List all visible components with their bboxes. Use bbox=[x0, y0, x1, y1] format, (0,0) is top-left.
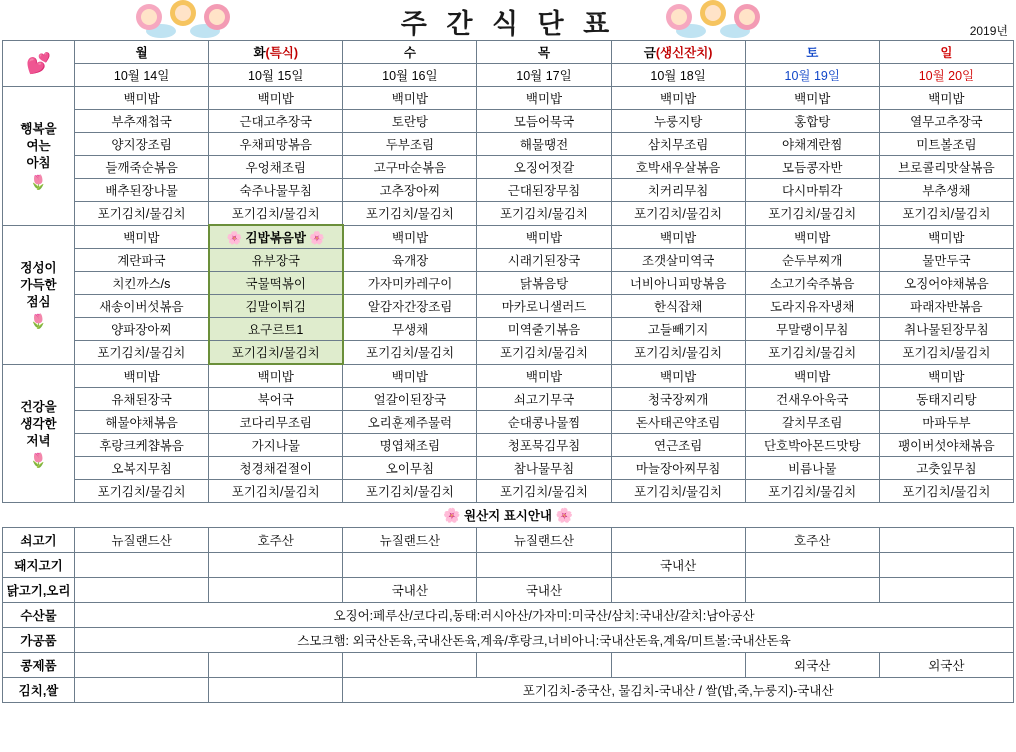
column-date-header: 10월 19일 bbox=[745, 64, 879, 87]
origin-cell bbox=[75, 553, 209, 578]
menu-cell: 모듬어묵국 bbox=[477, 110, 611, 133]
menu-cell: 들깨죽순볶음 bbox=[75, 156, 209, 179]
origin-cell: 외국산 bbox=[745, 653, 879, 678]
meal-label: 행복을 여는 아침 🌷 bbox=[3, 87, 75, 226]
menu-cell: 고들빼기지 bbox=[611, 318, 745, 341]
menu-cell: 취나물된장무침 bbox=[879, 318, 1013, 341]
menu-cell: 가자미카레구이 bbox=[343, 272, 477, 295]
meal-label: 정성이 가득한 점심 🌷 bbox=[3, 225, 75, 364]
menu-cell: 김말이튀김 bbox=[209, 295, 343, 318]
origin-row-label: 쇠고기 bbox=[3, 528, 75, 553]
page-title: 주 간 식 단 표 bbox=[400, 9, 616, 39]
origin-cell bbox=[209, 578, 343, 603]
origin-cell bbox=[477, 553, 611, 578]
menu-cell: 고구마순볶음 bbox=[343, 156, 477, 179]
menu-cell: 청포묵김무침 bbox=[477, 434, 611, 457]
menu-cell: 양파장아찌 bbox=[75, 318, 209, 341]
menu-cell: 단호박아몬드맛탕 bbox=[745, 434, 879, 457]
origin-cell bbox=[745, 553, 879, 578]
menu-cell: 오복지무침 bbox=[75, 457, 209, 480]
menu-cell: 백미밥 bbox=[611, 225, 745, 249]
menu-cell: 무말랭이무침 bbox=[745, 318, 879, 341]
menu-cell: 브로콜리맛살볶음 bbox=[879, 156, 1013, 179]
origin-cell: 국내산 bbox=[477, 578, 611, 603]
menu-cell: 근대된장무침 bbox=[477, 179, 611, 202]
menu-cell: 마늘장아찌무침 bbox=[611, 457, 745, 480]
menu-cell: 포기김치/물김치 bbox=[611, 202, 745, 226]
menu-cell: 얼갈이된장국 bbox=[343, 388, 477, 411]
menu-cell: 조갯살미역국 bbox=[611, 249, 745, 272]
menu-cell: 닭볶음탕 bbox=[477, 272, 611, 295]
column-day-header: 월 bbox=[75, 41, 209, 64]
origin-table bbox=[2, 503, 1014, 703]
menu-cell: 고춧잎무침 bbox=[879, 457, 1013, 480]
column-day-header: 화(특식) bbox=[209, 41, 343, 64]
menu-cell: 부추재첩국 bbox=[75, 110, 209, 133]
menu-cell: 양지장조림 bbox=[75, 133, 209, 156]
menu-cell: 백미밥 bbox=[75, 364, 209, 388]
menu-cell: 연근조림 bbox=[611, 434, 745, 457]
menu-cell: 비름나물 bbox=[745, 457, 879, 480]
menu-cell: 동태지리탕 bbox=[879, 388, 1013, 411]
menu-cell: 갈치무조림 bbox=[745, 411, 879, 434]
menu-cell: 무생채 bbox=[343, 318, 477, 341]
column-day-header: 금(생신잔치) bbox=[611, 41, 745, 64]
origin-cell bbox=[209, 653, 343, 678]
menu-cell: 토란탕 bbox=[343, 110, 477, 133]
menu-cell: 한식잡채 bbox=[611, 295, 745, 318]
menu-cell: 해물야채볶음 bbox=[75, 411, 209, 434]
origin-cell bbox=[477, 653, 611, 678]
menu-cell: 참나물무침 bbox=[477, 457, 611, 480]
menu-cell: 백미밥 bbox=[879, 364, 1013, 388]
menu-cell: 백미밥 bbox=[611, 87, 745, 110]
origin-cell bbox=[75, 578, 209, 603]
menu-cell: 포기김치/물김치 bbox=[209, 341, 343, 365]
menu-cell: 포기김치/물김치 bbox=[75, 202, 209, 226]
origin-row-label: 콩제품 bbox=[3, 653, 75, 678]
menu-cell: 마카로니샐러드 bbox=[477, 295, 611, 318]
origin-row-label: 김치,쌀 bbox=[3, 678, 75, 703]
menu-cell: 두부조림 bbox=[343, 133, 477, 156]
menu-cell: 해물땡전 bbox=[477, 133, 611, 156]
menu-cell: 마파두부 bbox=[879, 411, 1013, 434]
menu-cell: 건새우아욱국 bbox=[745, 388, 879, 411]
menu-cell: 포기김치/물김치 bbox=[343, 341, 477, 365]
origin-cell: 호주산 bbox=[745, 528, 879, 553]
menu-cell: 오징어야채볶음 bbox=[879, 272, 1013, 295]
menu-cell: 파래자반볶음 bbox=[879, 295, 1013, 318]
menu-cell: 배추된장나물 bbox=[75, 179, 209, 202]
origin-row-label: 가공품 bbox=[3, 628, 75, 653]
origin-cell bbox=[611, 528, 745, 553]
origin-cell bbox=[611, 578, 745, 603]
menu-cell: 다시마튀각 bbox=[745, 179, 879, 202]
meal-label: 건강을 생각한 저녁 🌷 bbox=[3, 364, 75, 503]
menu-cell: 시래기된장국 bbox=[477, 249, 611, 272]
origin-cell: 국내산 bbox=[611, 553, 745, 578]
origin-cell: 뉴질랜드산 bbox=[75, 528, 209, 553]
menu-cell: 백미밥 bbox=[879, 87, 1013, 110]
column-day-header: 토 bbox=[745, 41, 879, 64]
menu-cell: 백미밥 bbox=[611, 364, 745, 388]
menu-cell: 🌸 김밥볶음밥 🌸 bbox=[209, 225, 343, 249]
menu-cell: 우엉채조림 bbox=[209, 156, 343, 179]
menu-cell: 포기김치/물김치 bbox=[477, 480, 611, 503]
menu-cell: 모듬콩자반 bbox=[745, 156, 879, 179]
menu-cell: 포기김치/물김치 bbox=[75, 480, 209, 503]
menu-cell: 북어국 bbox=[209, 388, 343, 411]
origin-cell bbox=[343, 553, 477, 578]
menu-cell: 백미밥 bbox=[75, 87, 209, 110]
origin-row-label: 닭고기,오리 bbox=[3, 578, 75, 603]
column-day-header: 일 bbox=[879, 41, 1013, 64]
menu-cell: 포기김치/물김치 bbox=[477, 341, 611, 365]
menu-cell: 포기김치/물김치 bbox=[745, 480, 879, 503]
menu-cell: 백미밥 bbox=[75, 225, 209, 249]
menu-cell: 우채피망볶음 bbox=[209, 133, 343, 156]
menu-cell: 후랑크케챱볶음 bbox=[75, 434, 209, 457]
origin-cell bbox=[343, 653, 477, 678]
menu-cell: 포기김치/물김치 bbox=[879, 480, 1013, 503]
menu-cell: 오이무침 bbox=[343, 457, 477, 480]
menu-cell: 치커리무침 bbox=[611, 179, 745, 202]
origin-cell: 오징어:페루산/코다리,동태:러시아산/가자미:미국산/삼치:국내산/갈치:남아공산 bbox=[75, 603, 1014, 628]
origin-cell bbox=[611, 653, 745, 678]
menu-cell: 백미밥 bbox=[745, 364, 879, 388]
menu-cell: 백미밥 bbox=[477, 364, 611, 388]
menu-cell: 치킨까스/s bbox=[75, 272, 209, 295]
menu-cell: 너비아니피망볶음 bbox=[611, 272, 745, 295]
menu-cell: 오리훈제주물럭 bbox=[343, 411, 477, 434]
origin-cell: 뉴질랜드산 bbox=[477, 528, 611, 553]
column-day-header: 목 bbox=[477, 41, 611, 64]
menu-cell: 백미밥 bbox=[343, 364, 477, 388]
menu-cell: 국물떡볶이 bbox=[209, 272, 343, 295]
origin-cell: 외국산 bbox=[879, 653, 1013, 678]
menu-cell: 호박새우살볶음 bbox=[611, 156, 745, 179]
menu-cell: 누룽지탕 bbox=[611, 110, 745, 133]
menu-cell: 백미밥 bbox=[209, 87, 343, 110]
menu-cell: 포기김치/물김치 bbox=[611, 341, 745, 365]
menu-cell: 백미밥 bbox=[209, 364, 343, 388]
menu-cell: 돈사태곤약조림 bbox=[611, 411, 745, 434]
origin-row-label: 돼지고기 bbox=[3, 553, 75, 578]
origin-cell bbox=[879, 553, 1013, 578]
origin-cell bbox=[209, 678, 343, 703]
menu-cell: 포기김치/물김치 bbox=[745, 341, 879, 365]
menu-cell: 백미밥 bbox=[745, 87, 879, 110]
menu-cell: 포기김치/물김치 bbox=[75, 341, 209, 365]
origin-cell: 포기김치-중국산, 물김치-국내산 / 쌀(밥,죽,누룽지)-국내산 bbox=[343, 678, 1014, 703]
menu-cell: 순대콩나물찜 bbox=[477, 411, 611, 434]
menu-cell: 포기김치/물김치 bbox=[477, 202, 611, 226]
origin-cell: 국내산 bbox=[343, 578, 477, 603]
menu-cell: 백미밥 bbox=[879, 225, 1013, 249]
menu-cell: 근대고추장국 bbox=[209, 110, 343, 133]
menu-cell: 육개장 bbox=[343, 249, 477, 272]
menu-cell: 삼치무조림 bbox=[611, 133, 745, 156]
menu-cell: 유부장국 bbox=[209, 249, 343, 272]
menu-cell: 야채계란찜 bbox=[745, 133, 879, 156]
origin-cell bbox=[75, 678, 209, 703]
menu-cell: 포기김치/물김치 bbox=[209, 480, 343, 503]
column-date-header: 10월 18일 bbox=[611, 64, 745, 87]
column-date-header: 10월 14일 bbox=[75, 64, 209, 87]
menu-cell: 백미밥 bbox=[477, 225, 611, 249]
origin-row-label: 수산물 bbox=[3, 603, 75, 628]
origin-cell bbox=[75, 653, 209, 678]
menu-cell: 알감자간장조림 bbox=[343, 295, 477, 318]
menu-cell: 포기김치/물김치 bbox=[343, 202, 477, 226]
year-label: 2019년 bbox=[969, 24, 1008, 38]
origin-cell bbox=[879, 528, 1013, 553]
menu-cell: 포기김치/물김치 bbox=[745, 202, 879, 226]
menu-cell: 소고기숙주볶음 bbox=[745, 272, 879, 295]
menu-cell: 순두부찌개 bbox=[745, 249, 879, 272]
menu-table bbox=[2, 40, 1014, 503]
menu-cell: 미역줄기볶음 bbox=[477, 318, 611, 341]
menu-cell: 코다리무조림 bbox=[209, 411, 343, 434]
menu-cell: 백미밥 bbox=[343, 225, 477, 249]
page-header bbox=[0, 0, 1016, 40]
column-date-header: 10월 15일 bbox=[209, 64, 343, 87]
menu-cell: 부추생채 bbox=[879, 179, 1013, 202]
menu-cell: 오징어젓갈 bbox=[477, 156, 611, 179]
menu-cell: 숙주나물무침 bbox=[209, 179, 343, 202]
menu-cell: 백미밥 bbox=[745, 225, 879, 249]
menu-cell: 계란파국 bbox=[75, 249, 209, 272]
menu-cell: 홍합탕 bbox=[745, 110, 879, 133]
column-date-header: 10월 17일 bbox=[477, 64, 611, 87]
origin-title: 🌸 원산지 표시안내 🌸 bbox=[3, 503, 1014, 528]
origin-cell: 호주산 bbox=[209, 528, 343, 553]
menu-cell: 도라지유자냉채 bbox=[745, 295, 879, 318]
flower-left-icon: 🌸 bbox=[443, 507, 461, 523]
menu-cell: 고추장아찌 bbox=[343, 179, 477, 202]
menu-cell: 물만두국 bbox=[879, 249, 1013, 272]
menu-cell: 열무고추장국 bbox=[879, 110, 1013, 133]
menu-cell: 명엽채조림 bbox=[343, 434, 477, 457]
menu-cell: 유채된장국 bbox=[75, 388, 209, 411]
origin-cell bbox=[879, 578, 1013, 603]
origin-cell: 스모크햄: 외국산돈육,국내산돈육,계육/후랑크,너비아니:국내산돈육,계육/미트볼:국내산돈육 bbox=[75, 628, 1014, 653]
menu-cell: 새송이버섯볶음 bbox=[75, 295, 209, 318]
menu-cell: 청경채겉절이 bbox=[209, 457, 343, 480]
menu-cell: 포기김치/물김치 bbox=[879, 202, 1013, 226]
menu-cell: 팽이버섯야채볶음 bbox=[879, 434, 1013, 457]
menu-cell: 포기김치/물김치 bbox=[209, 202, 343, 226]
origin-cell bbox=[745, 578, 879, 603]
menu-cell: 청국장찌개 bbox=[611, 388, 745, 411]
menu-cell: 포기김치/물김치 bbox=[879, 341, 1013, 365]
menu-cell: 가지나물 bbox=[209, 434, 343, 457]
column-date-header: 10월 20일 bbox=[879, 64, 1013, 87]
origin-cell bbox=[209, 553, 343, 578]
menu-cell: 요구르트1 bbox=[209, 318, 343, 341]
column-date-header: 10월 16일 bbox=[343, 64, 477, 87]
origin-cell: 뉴질랜드산 bbox=[343, 528, 477, 553]
menu-cell: 백미밥 bbox=[477, 87, 611, 110]
menu-cell: 쇠고기무국 bbox=[477, 388, 611, 411]
flower-right-icon: 🌸 bbox=[555, 507, 573, 523]
menu-cell: 포기김치/물김치 bbox=[611, 480, 745, 503]
menu-cell: 포기김치/물김치 bbox=[343, 480, 477, 503]
table-corner-logo: 💕 bbox=[3, 41, 75, 87]
column-day-header: 수 bbox=[343, 41, 477, 64]
menu-cell: 미트볼조림 bbox=[879, 133, 1013, 156]
menu-cell: 백미밥 bbox=[343, 87, 477, 110]
